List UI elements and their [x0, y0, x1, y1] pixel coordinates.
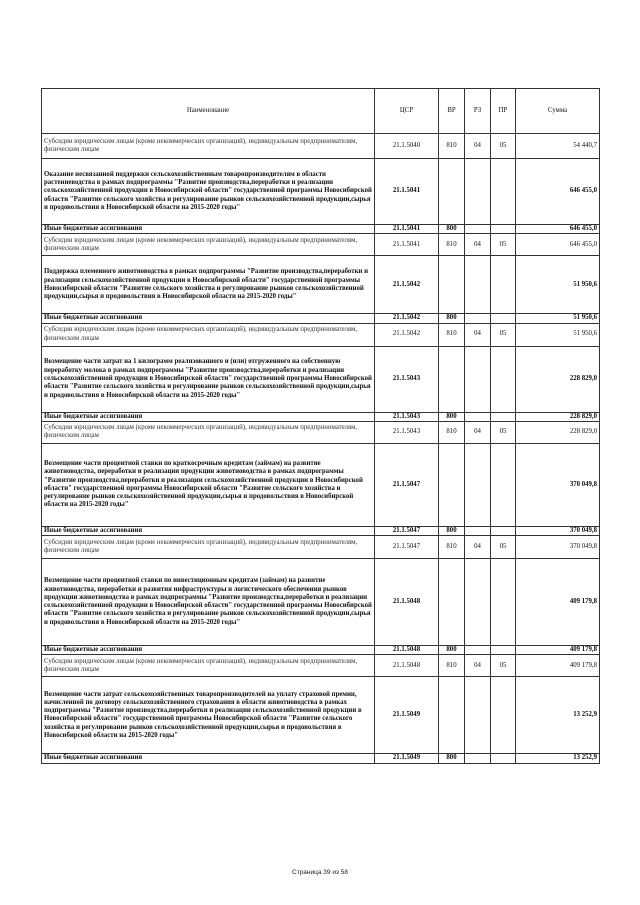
header-name: Наименование — [42, 89, 375, 134]
cell-pr — [491, 412, 516, 421]
cell-vr: 800 — [439, 646, 465, 655]
cell-vr: 810 — [439, 234, 465, 256]
cell-vr — [439, 443, 465, 526]
cell-csr: 21.1.5049 — [375, 754, 439, 763]
cell-csr: 21.1.5048 — [375, 655, 439, 677]
cell-sum: 13 252,9 — [516, 677, 600, 754]
cell-vr: 800 — [439, 314, 465, 323]
cell-name: Иные бюджетные ассигнования — [42, 412, 375, 421]
cell-csr: 21.1.5041 — [375, 159, 439, 225]
cell-sum: 51 950,6 — [516, 314, 600, 323]
cell-name: Возмещение части процентной ставки по инвестиционным кредитам (займам) на развитие животноводства, переработки и развития инфраструктуры и логистического обеспечения рынков продукции животноводства в рамках подпрограммы "Развитие производства,переработки и реализации сельскохозяйственной продукции в Новосибирской области" государственной программы Новосибирской области "Развитие сельского хозяйства и регулирование рынков сельскохозяйственной продукции,сырья и продовольствия в Новосибирской области на 2015-2020 годы" — [42, 559, 375, 646]
budget-table — [41, 88, 600, 764]
cell-rz: 04 — [465, 421, 491, 443]
cell-rz — [465, 443, 491, 526]
table-row — [42, 134, 600, 159]
cell-name: Возмещение части затрат сельскохозяйственных товаропроизводителей на уплату страховой премии, начисленной по договору сельскохозяйственного страхования в области животноводства в рамках подпрограммы "Развитие производства,переработки и реализации сельскохозяйственной продукции в Новосибирской области" государственной программы Новосибирской области "Развитие сельского хозяйства и регулирование рынков сельскохозяйственной продукции,сырья и продовольствия в Новосибирской области на 2015-2020 годы" — [42, 677, 375, 754]
cell-vr — [439, 677, 465, 754]
cell-pr — [491, 346, 516, 412]
cell-sum: 409 179,8 — [516, 559, 600, 646]
cell-pr — [491, 225, 516, 234]
cell-sum: 409 179,8 — [516, 646, 600, 655]
table-row — [42, 256, 600, 314]
cell-vr: 810 — [439, 536, 465, 559]
cell-name: Субсидии юридическим лицам (кроме некоммерческих организаций), индивидуальным предпринимателям, физическим лицам — [42, 655, 375, 677]
cell-pr: 05 — [491, 323, 516, 346]
table-row — [42, 421, 600, 443]
cell-name: Субсидии юридическим лицам (кроме некоммерческих организаций), индивидуальным предпринимателям, физическим лицам — [42, 323, 375, 346]
table-header-row — [42, 89, 600, 134]
cell-sum: 51 950,6 — [516, 323, 600, 346]
table-row — [42, 646, 600, 655]
cell-sum: 646 455,0 — [516, 225, 600, 234]
cell-rz — [465, 559, 491, 646]
cell-name: Возмещение части процентной ставки по краткосрочным кредитам (займам) на развитие животноводства, переработки и реализации продукции животноводства в рамках подпрограммы "Развитие производства,переработки и реализации сельскохозяйственной продукции в Новосибирской области" государственной программы Новосибирской области "Развитие сельского хозяйства и регулирование рынков сельскохозяйственной продукции,сырья и продовольствия в Новосибирской области на 2015-2020 годы" — [42, 443, 375, 526]
cell-name: Субсидии юридическим лицам (кроме некоммерческих организаций), индивидуальным предпринимателям, физическим лицам — [42, 421, 375, 443]
header-pr: ПР — [491, 89, 516, 134]
cell-vr: 810 — [439, 323, 465, 346]
cell-name: Иные бюджетные ассигнования — [42, 225, 375, 234]
cell-pr — [491, 314, 516, 323]
cell-pr: 05 — [491, 421, 516, 443]
cell-rz — [465, 314, 491, 323]
cell-rz: 04 — [465, 536, 491, 559]
cell-csr: 21.1.5040 — [375, 134, 439, 159]
table-row — [42, 655, 600, 677]
cell-csr: 21.1.5043 — [375, 346, 439, 412]
cell-rz — [465, 225, 491, 234]
cell-rz — [465, 754, 491, 763]
table-row — [42, 443, 600, 526]
table-row — [42, 225, 600, 234]
cell-csr: 21.1.5047 — [375, 443, 439, 526]
table-row — [42, 536, 600, 559]
cell-sum: 646 455,0 — [516, 234, 600, 256]
cell-vr — [439, 346, 465, 412]
cell-csr: 21.1.5049 — [375, 677, 439, 754]
cell-vr: 800 — [439, 754, 465, 763]
table-row — [42, 754, 600, 763]
cell-pr — [491, 256, 516, 314]
table-row — [42, 346, 600, 412]
cell-pr — [491, 443, 516, 526]
cell-rz — [465, 526, 491, 535]
cell-sum: 51 950,6 — [516, 256, 600, 314]
cell-pr — [491, 159, 516, 225]
cell-name: Субсидии юридическим лицам (кроме некоммерческих организаций), индивидуальным предпринимателям, физическим лицам — [42, 234, 375, 256]
cell-rz — [465, 677, 491, 754]
cell-sum: 370 049,8 — [516, 536, 600, 559]
cell-vr: 810 — [439, 655, 465, 677]
cell-rz: 04 — [465, 234, 491, 256]
cell-rz — [465, 256, 491, 314]
cell-pr: 05 — [491, 134, 516, 159]
cell-csr: 21.1.5042 — [375, 314, 439, 323]
table-row — [42, 234, 600, 256]
cell-vr: 800 — [439, 526, 465, 535]
cell-name: Иные бюджетные ассигнования — [42, 754, 375, 763]
cell-name: Оказание несвязанной поддержки сельскохозяйственным товаропроизводителям в области растениеводства в рамках подпрограммы "Развитие производства,переработки и реализации сельскохозяйственной продукции в Новосибирской области" государственной программы Новосибирской области "Развитие сельского хозяйства и регулирование рынков сельскохозяйственной продукции,сырья и продовольствия в Новосибирской области на 2015-2020 годы" — [42, 159, 375, 225]
cell-name: Субсидии юридическим лицам (кроме некоммерческих организаций), индивидуальным предпринимателям, физическим лицам — [42, 134, 375, 159]
cell-pr — [491, 754, 516, 763]
cell-csr: 21.1.5043 — [375, 421, 439, 443]
cell-rz — [465, 646, 491, 655]
cell-sum: 54 440,7 — [516, 134, 600, 159]
cell-name: Иные бюджетные ассигнования — [42, 314, 375, 323]
cell-pr: 05 — [491, 234, 516, 256]
cell-csr: 21.1.5042 — [375, 256, 439, 314]
cell-sum: 409 179,8 — [516, 655, 600, 677]
cell-name: Иные бюджетные ассигнования — [42, 526, 375, 535]
table-row — [42, 412, 600, 421]
cell-vr: 800 — [439, 225, 465, 234]
cell-pr: 05 — [491, 536, 516, 559]
table-row — [42, 559, 600, 646]
cell-sum: 228 829,0 — [516, 346, 600, 412]
cell-pr — [491, 526, 516, 535]
cell-sum: 228 829,0 — [516, 421, 600, 443]
header-csr: ЦСР — [375, 89, 439, 134]
cell-sum: 646 455,0 — [516, 159, 600, 225]
header-vr: ВР — [439, 89, 465, 134]
table-row — [42, 526, 600, 535]
table-row — [42, 677, 600, 754]
cell-vr — [439, 159, 465, 225]
cell-sum: 370 049,8 — [516, 526, 600, 535]
cell-csr: 21.1.5048 — [375, 646, 439, 655]
cell-csr: 21.1.5041 — [375, 234, 439, 256]
header-rz: РЗ — [465, 89, 491, 134]
table-row — [42, 159, 600, 225]
cell-rz: 04 — [465, 323, 491, 346]
cell-vr — [439, 559, 465, 646]
cell-name: Субсидии юридическим лицам (кроме некоммерческих организаций), индивидуальным предпринимателям, физическим лицам — [42, 536, 375, 559]
cell-rz — [465, 412, 491, 421]
cell-csr: 21.1.5047 — [375, 536, 439, 559]
header-sum: Сумма — [516, 89, 600, 134]
cell-sum: 370 049,8 — [516, 443, 600, 526]
cell-vr: 810 — [439, 134, 465, 159]
cell-name: Поддержка племенного животноводства в рамках подпрограммы "Развитие производства,переработки и реализации сельскохозяйственной продукции в Новосибирской области" государственной программы Новосибирской области "Развитие сельского хозяйства и регулирование рынков сельскохозяйственной продукции,сырья и продовольствия в Новосибирской области на 2015-2020 годы" — [42, 256, 375, 314]
cell-pr — [491, 559, 516, 646]
cell-vr — [439, 256, 465, 314]
cell-csr: 21.1.5047 — [375, 526, 439, 535]
cell-rz: 04 — [465, 134, 491, 159]
cell-pr — [491, 646, 516, 655]
cell-csr: 21.1.5041 — [375, 225, 439, 234]
cell-csr: 21.1.5043 — [375, 412, 439, 421]
table-row — [42, 323, 600, 346]
cell-rz — [465, 159, 491, 225]
cell-csr: 21.1.5048 — [375, 559, 439, 646]
cell-sum: 13 252,9 — [516, 754, 600, 763]
cell-sum: 228 829,0 — [516, 412, 600, 421]
cell-pr — [491, 677, 516, 754]
cell-csr: 21.1.5042 — [375, 323, 439, 346]
cell-pr: 05 — [491, 655, 516, 677]
table-row — [42, 314, 600, 323]
cell-rz: 04 — [465, 655, 491, 677]
cell-vr: 800 — [439, 412, 465, 421]
cell-name: Иные бюджетные ассигнования — [42, 646, 375, 655]
page-number: Страница 39 из 58 — [292, 869, 348, 876]
cell-vr: 810 — [439, 421, 465, 443]
cell-name: Возмещение части затрат на 1 килограмм реализованного и (или) отгруженного на собственную переработку молока в рамках подпрограммы "Развитие производства,переработки и реализации сельскохозяйственной продукции в Новосибирской области" государственной программы Новосибирской области "Развитие сельского хозяйства и регулирование рынков сельскохозяйственной продукции,сырья и продовольствия в Новосибирской области на 2015-2020 годы" — [42, 346, 375, 412]
cell-rz — [465, 346, 491, 412]
